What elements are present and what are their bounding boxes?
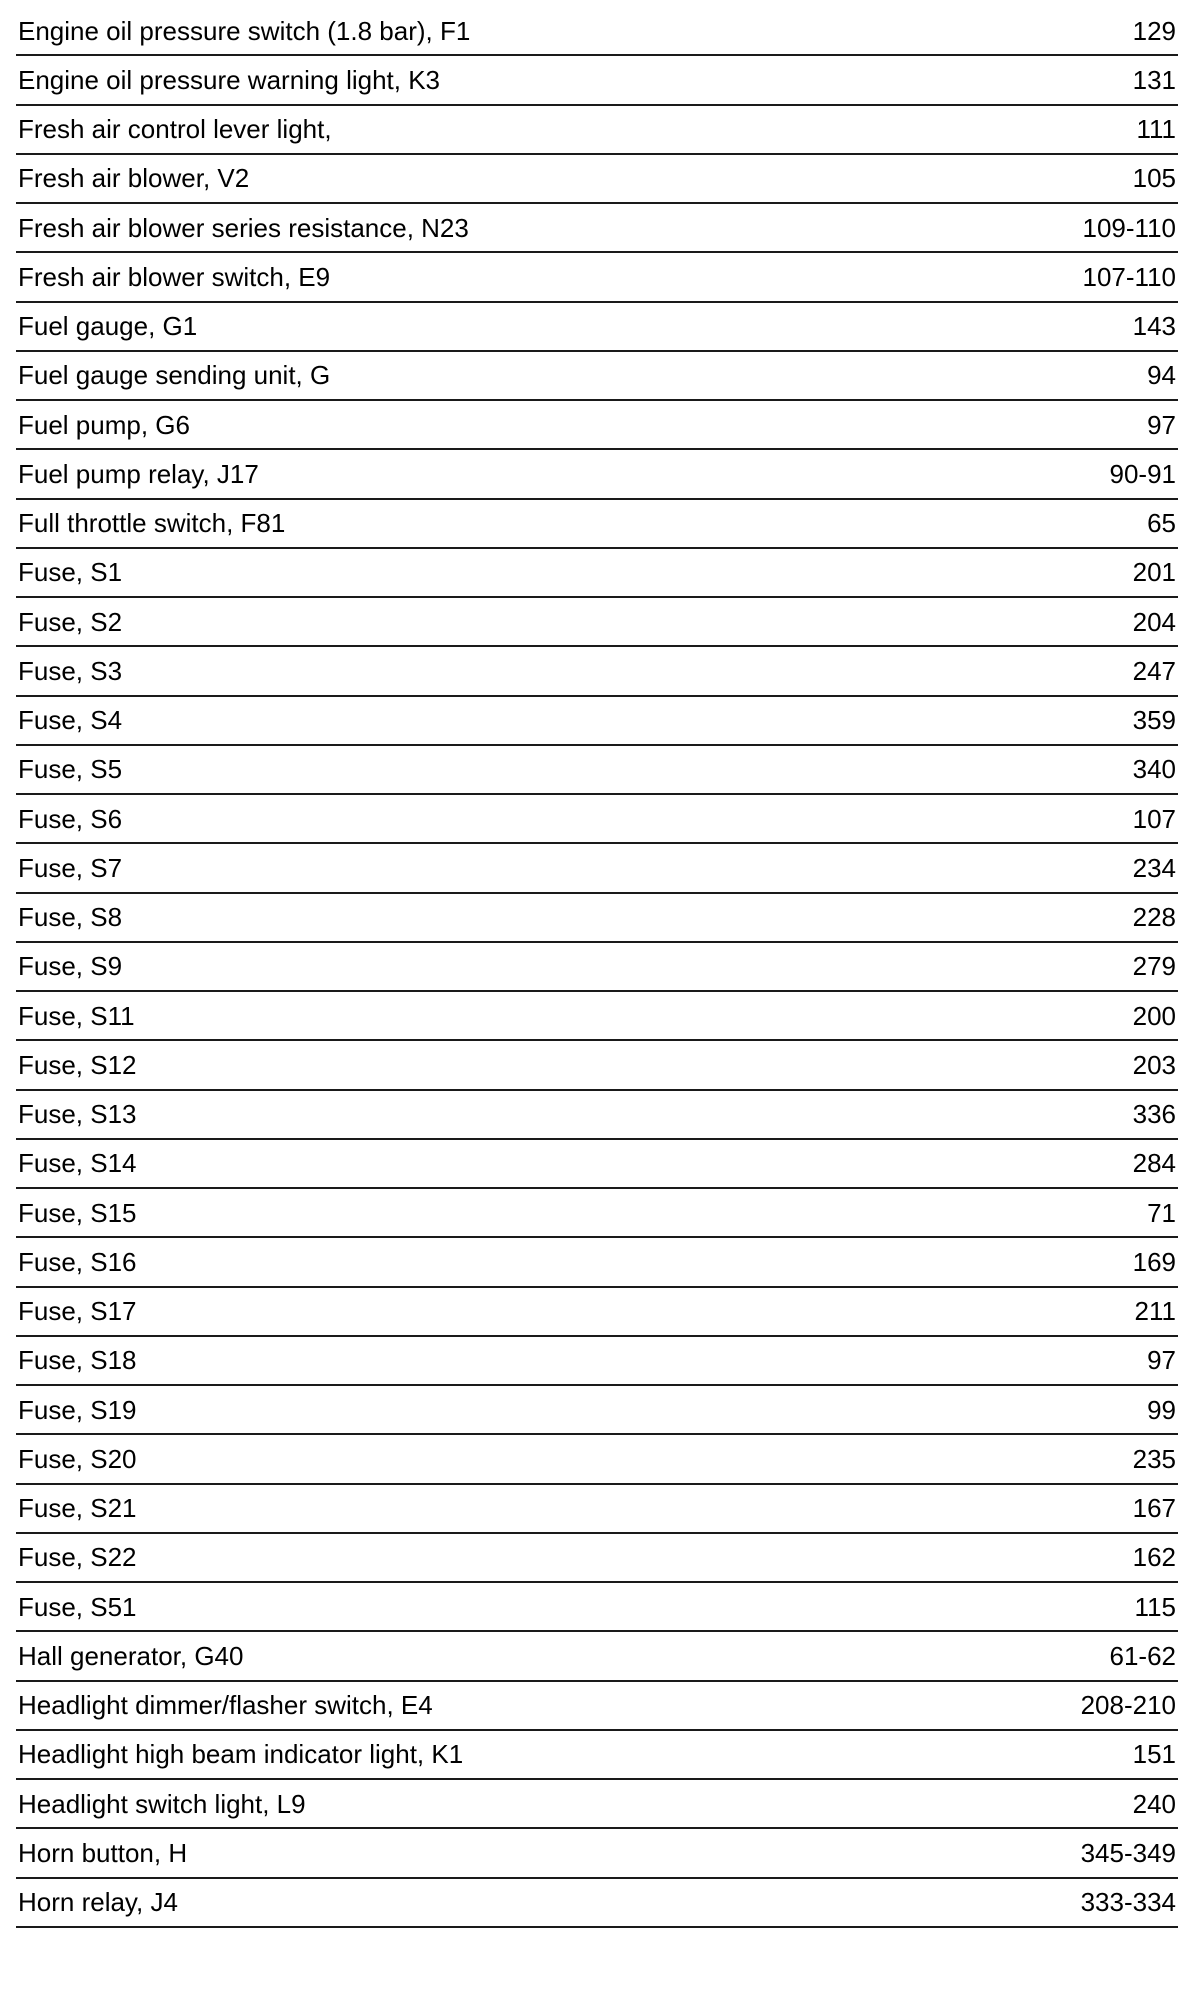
page-reference: 115 [1134, 1591, 1176, 1622]
component-name: Fuse, S17 [18, 1296, 137, 1327]
page-reference: 90-91 [1109, 458, 1176, 489]
page-reference: 345-349 [1080, 1837, 1176, 1868]
table-row [16, 1534, 1178, 1583]
component-name: Fuse, S16 [18, 1246, 137, 1277]
table-row [16, 697, 1178, 746]
component-name: Engine oil pressure warning light, K3 [18, 64, 441, 95]
page-reference: 201 [1132, 557, 1176, 588]
component-name: Fresh air blower, V2 [18, 163, 250, 194]
page-reference: 235 [1132, 1443, 1176, 1474]
table-row [16, 1041, 1178, 1090]
table-row [16, 992, 1178, 1041]
component-name: Fresh air blower series resistance, N23 [18, 212, 469, 243]
page-reference: 200 [1132, 1000, 1176, 1031]
page-reference: 247 [1132, 655, 1176, 686]
table-row [16, 1435, 1178, 1484]
table-row [16, 1337, 1178, 1386]
table-row [16, 1386, 1178, 1435]
table-row [16, 1879, 1178, 1928]
component-name: Headlight dimmer/flasher switch, E4 [18, 1690, 433, 1721]
component-name: Fuse, S11 [18, 1000, 135, 1031]
page-reference: 359 [1132, 705, 1176, 736]
table-row [16, 1091, 1178, 1140]
component-name: Fuse, S13 [18, 1099, 137, 1130]
table-row [16, 1189, 1178, 1238]
page-reference: 279 [1132, 951, 1176, 982]
table-row [16, 500, 1178, 549]
page-reference: 61-62 [1109, 1640, 1176, 1671]
page-reference: 107 [1132, 803, 1176, 834]
table-row [16, 844, 1178, 893]
component-name: Fuse, S5 [18, 754, 123, 785]
component-name: Fuse, S3 [18, 655, 123, 686]
page-reference: 94 [1147, 360, 1176, 391]
component-name: Fuse, S19 [18, 1394, 137, 1425]
table-row [16, 1485, 1178, 1534]
table-row [16, 943, 1178, 992]
component-name: Full throttle switch, F81 [18, 508, 286, 539]
page-reference: 284 [1132, 1148, 1176, 1179]
component-name: Fuse, S51 [18, 1591, 137, 1622]
page-reference: 111 [1136, 114, 1176, 145]
table-row [16, 253, 1178, 302]
component-name: Fuse, S22 [18, 1542, 137, 1573]
page-reference: 107-110 [1082, 261, 1176, 292]
component-name: Fuse, S21 [18, 1493, 137, 1524]
table-row [16, 598, 1178, 647]
component-index-table [16, 7, 1178, 1928]
table-row [16, 303, 1178, 352]
component-name: Fresh air blower switch, E9 [18, 261, 331, 292]
page-reference: 336 [1132, 1099, 1176, 1130]
page-reference: 228 [1132, 902, 1176, 933]
table-row [16, 1731, 1178, 1780]
component-name: Engine oil pressure switch (1.8 bar), F1 [18, 15, 471, 46]
table-row [16, 1682, 1178, 1731]
component-name: Fuse, S20 [18, 1443, 137, 1474]
page-reference: 131 [1132, 64, 1176, 95]
table-row [16, 1238, 1178, 1287]
page-reference: 97 [1147, 1345, 1176, 1376]
page-reference: 105 [1132, 163, 1176, 194]
component-name: Headlight high beam indicator light, K1 [18, 1739, 464, 1770]
page-reference: 109-110 [1082, 212, 1176, 243]
table-row [16, 647, 1178, 696]
page-reference: 204 [1132, 606, 1176, 637]
page-reference: 340 [1132, 754, 1176, 785]
component-name: Horn relay, J4 [18, 1887, 178, 1918]
table-row [16, 1780, 1178, 1829]
page-reference: 99 [1147, 1394, 1176, 1425]
page-reference: 333-334 [1080, 1887, 1176, 1918]
page-reference: 162 [1132, 1542, 1176, 1573]
component-name: Fuse, S1 [18, 557, 123, 588]
table-row [16, 1583, 1178, 1632]
table-row [16, 204, 1178, 253]
component-name: Fuse, S14 [18, 1148, 137, 1179]
page-reference: 234 [1132, 852, 1176, 883]
component-name: Headlight switch light, L9 [18, 1788, 306, 1819]
page-reference: 129 [1132, 15, 1176, 46]
component-name: Fuse, S9 [18, 951, 123, 982]
component-name: Fuse, S2 [18, 606, 123, 637]
table-row [16, 106, 1178, 155]
table-row [16, 1632, 1178, 1681]
table-row [16, 1288, 1178, 1337]
page-reference: 208-210 [1080, 1690, 1176, 1721]
table-row [16, 401, 1178, 450]
component-name: Fuse, S6 [18, 803, 123, 834]
component-name: Fuel gauge, G1 [18, 311, 198, 342]
table-row [16, 746, 1178, 795]
component-name: Fuel pump, G6 [18, 409, 190, 440]
page-reference: 143 [1132, 311, 1176, 342]
page-reference: 211 [1134, 1296, 1176, 1327]
table-row [16, 450, 1178, 499]
component-name: Fresh air control lever light, [18, 114, 332, 145]
table-row [16, 795, 1178, 844]
table-row [16, 894, 1178, 943]
page-reference: 151 [1132, 1739, 1176, 1770]
page-reference: 65 [1147, 508, 1176, 539]
page-reference: 169 [1132, 1246, 1176, 1277]
table-row [16, 1140, 1178, 1189]
table-row [16, 352, 1178, 401]
component-name: Fuse, S8 [18, 902, 123, 933]
page-reference: 167 [1132, 1493, 1176, 1524]
component-name: Fuse, S18 [18, 1345, 137, 1376]
table-row [16, 7, 1178, 56]
component-name: Horn button, H [18, 1837, 188, 1868]
table-row [16, 155, 1178, 204]
page-reference: 240 [1132, 1788, 1176, 1819]
component-name: Fuse, S4 [18, 705, 123, 736]
component-name: Fuse, S12 [18, 1049, 137, 1080]
component-name: Fuel pump relay, J17 [18, 458, 259, 489]
component-name: Fuse, S7 [18, 852, 123, 883]
table-row [16, 549, 1178, 598]
page-reference: 97 [1147, 409, 1176, 440]
component-name: Fuse, S15 [18, 1197, 137, 1228]
page-reference: 203 [1132, 1049, 1176, 1080]
table-row [16, 56, 1178, 105]
component-name: Hall generator, G40 [18, 1640, 244, 1671]
component-name: Fuel gauge sending unit, G [18, 360, 331, 391]
page-reference: 71 [1147, 1197, 1176, 1228]
table-row [16, 1829, 1178, 1878]
